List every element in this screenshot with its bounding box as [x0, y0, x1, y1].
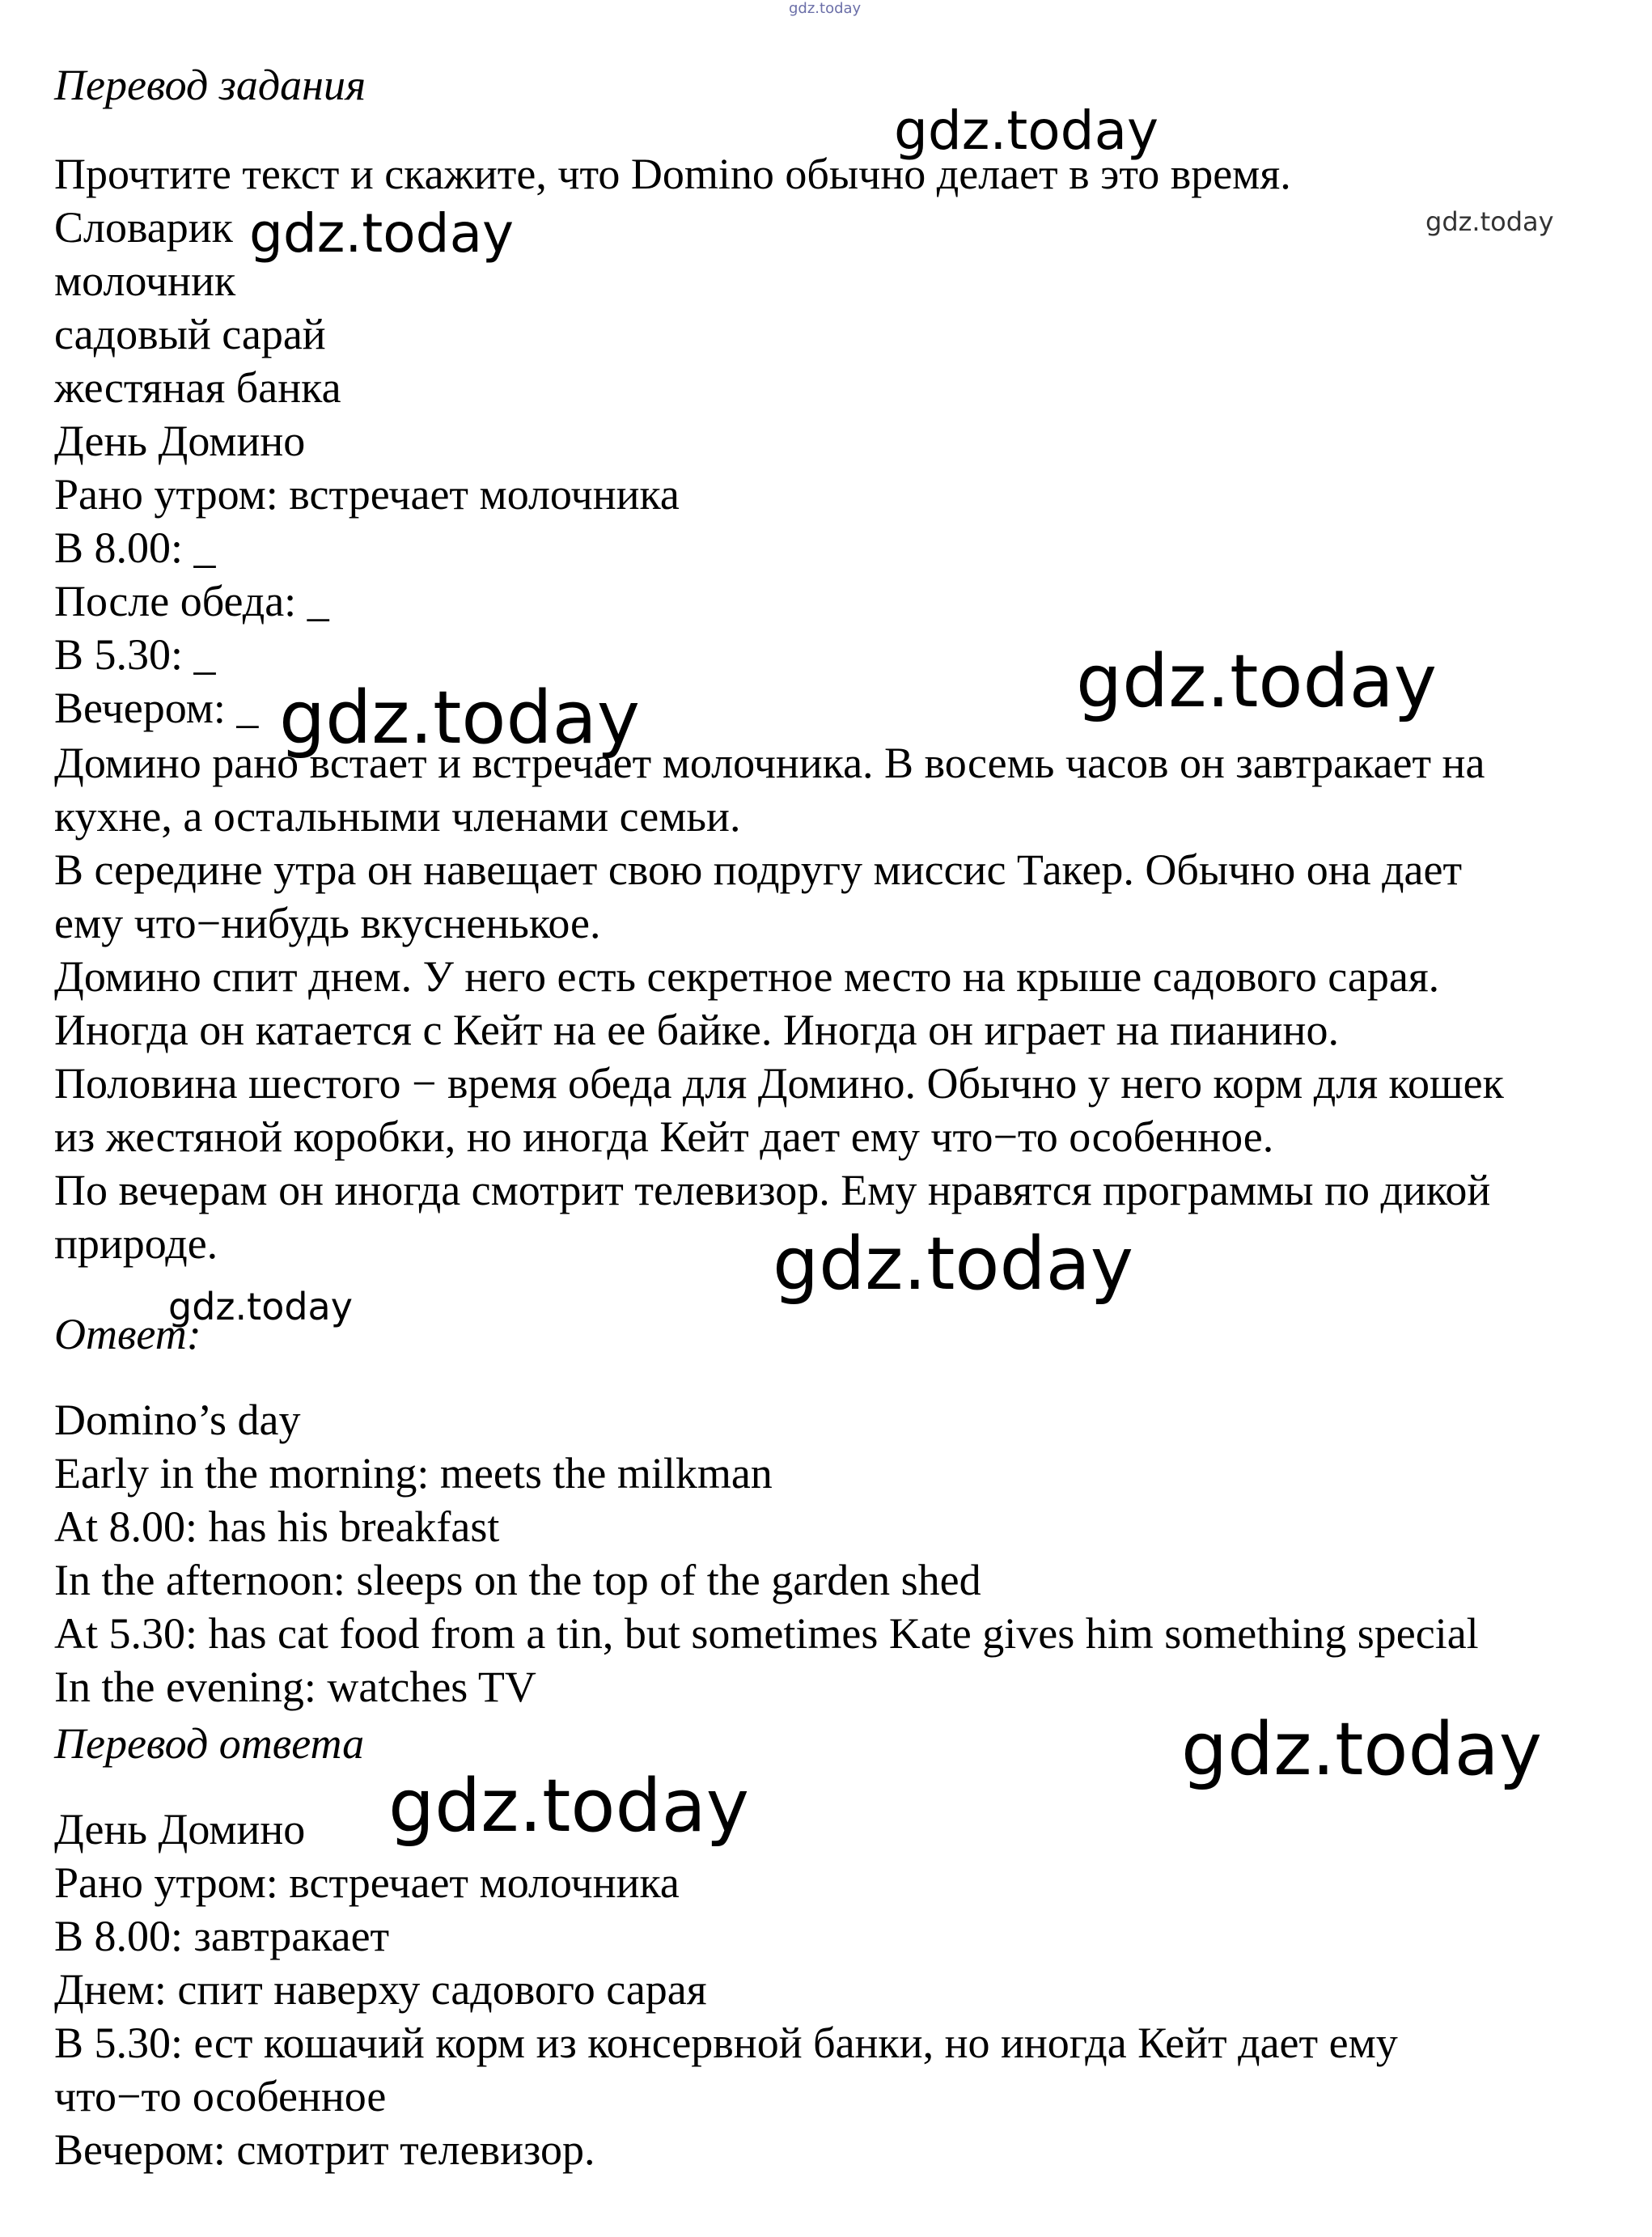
- translation-line: Вечером: смотрит телевизор.: [54, 2125, 595, 2174]
- answer-line: Domino’s day: [54, 1396, 301, 1444]
- task-header: Перевод задания: [54, 61, 366, 109]
- table-title: День Домино: [54, 417, 306, 465]
- vocab-item: жестяная банка: [54, 363, 341, 412]
- task-instruction: Прочтите текст и скажите, что Domino обычно делает в это время.: [54, 150, 1291, 198]
- watermark: gdz.today: [279, 676, 641, 760]
- vocab-item: молочник: [54, 256, 236, 305]
- watermark: gdz.today: [894, 100, 1159, 162]
- translation-header: Перевод ответа: [54, 1719, 365, 1768]
- text-line: Домино спит днем. У него есть секретное место на крыше садового сарая.: [54, 952, 1440, 1001]
- watermark: gdz.today: [168, 1285, 353, 1328]
- translation-line: День Домино: [54, 1805, 306, 1854]
- translation-line: В 8.00: завтракает: [54, 1912, 390, 1960]
- watermark: gdz.today: [1181, 1707, 1543, 1792]
- translation-line: Рано утром: встречает молочника: [54, 1858, 680, 1907]
- answer-line: At 5.30: has cat food from a tin, but sometimes Kate gives him something special: [54, 1609, 1479, 1658]
- answer-line: At 8.00: has his breakfast: [54, 1502, 500, 1551]
- text-line: ему что−нибудь вкусненькое.: [54, 899, 601, 947]
- answer-line: Early in the morning: meets the milkman: [54, 1449, 773, 1498]
- answer-line: In the afternoon: sleeps on the top of the garden shed: [54, 1556, 981, 1604]
- translation-line: В 5.30: ест кошачий корм из консервной банки, но иногда Кейт дает ему: [54, 2019, 1398, 2067]
- vocab-item: садовый сарай: [54, 310, 326, 358]
- watermark: gdz.today: [388, 1764, 750, 1849]
- table-row: В 8.00: _: [54, 523, 216, 572]
- watermark: gdz.today: [1425, 206, 1554, 237]
- text-line: Половина шестого − время обеда для Домино. Обычно у него корм для кошек: [54, 1059, 1504, 1108]
- watermark-top: gdz.today: [789, 0, 862, 17]
- text-line: из жестяной коробки, но иногда Кейт дает ему что−то особенное.: [54, 1112, 1274, 1161]
- watermark: gdz.today: [773, 1222, 1134, 1307]
- text-line: По вечерам он иногда смотрит телевизор. Ему нравятся программы по дикой: [54, 1166, 1491, 1214]
- text-line: кухне, а остальными членами семьи.: [54, 792, 741, 841]
- vocab-title: Словарик: [54, 203, 233, 252]
- text-line: Домино рано встает и встречает молочника. В восемь часов он завтракает на: [54, 739, 1485, 787]
- text-line: Иногда он катается с Кейт на ее байке. Иногда он играет на пианино.: [54, 1006, 1339, 1054]
- table-row: После обеда: _: [54, 577, 329, 625]
- text-line: В середине утра он навещает свою подругу миссис Такер. Обычно она дает: [54, 845, 1463, 894]
- answer-line: In the evening: watches TV: [54, 1663, 536, 1711]
- table-row: Вечером: _: [54, 684, 259, 732]
- translation-line: Днем: спит наверху садового сарая: [54, 1965, 707, 2014]
- text-line: природе.: [54, 1219, 218, 1268]
- watermark: gdz.today: [1076, 639, 1438, 724]
- translation-line: что−то особенное: [54, 2072, 387, 2120]
- watermark: gdz.today: [249, 202, 515, 265]
- table-row: Рано утром: встречает молочника: [54, 470, 680, 519]
- table-row: В 5.30: _: [54, 630, 216, 679]
- answer-header: Ответ:: [54, 1310, 201, 1358]
